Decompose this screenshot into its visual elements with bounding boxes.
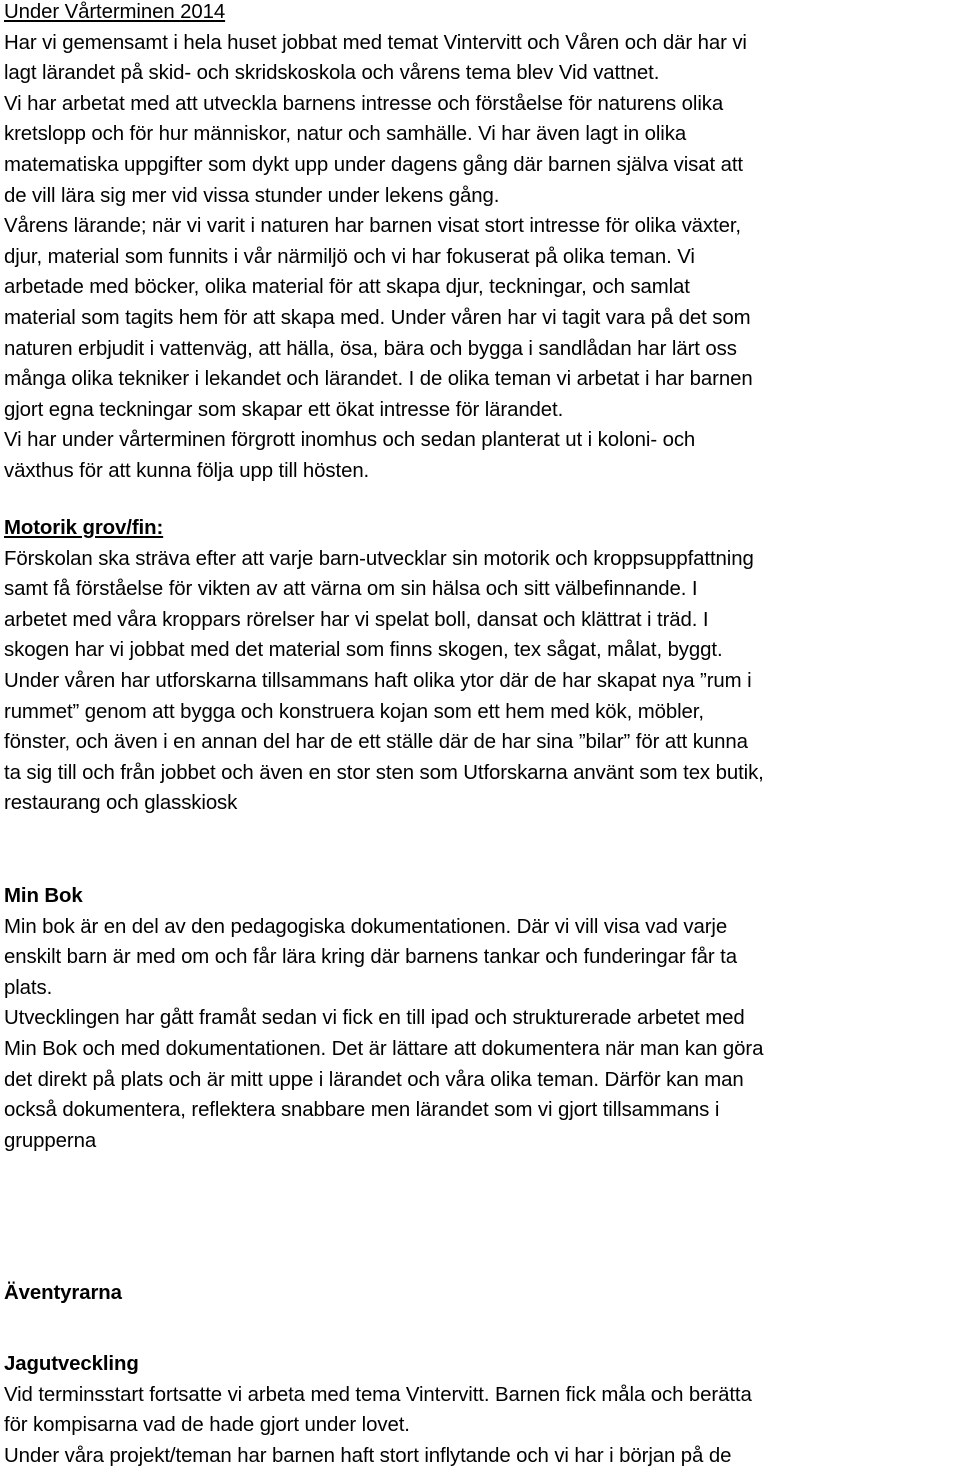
paragraph-line: Vid terminsstart fortsatte vi arbeta med tema Vintervitt. Barnen fick måla och berätta	[4, 1383, 752, 1406]
paragraph-line: matematiska uppgifter som dykt upp under dagens gång där barnen själva visat att	[4, 153, 743, 176]
paragraph-line: Min bok är en del av den pedagogiska dokumentationen. Där vi vill visa vad varje	[4, 915, 728, 938]
paragraph-line: också dokumentera, reflektera snabbare men lärandet som vi gjort tillsammans i	[4, 1099, 720, 1122]
paragraph-line: Vi har under vårterminen förgrott inomhus och sedan planterat ut i koloni- och	[4, 429, 696, 452]
section-jagutveckling	[4, 1349, 752, 1471]
paragraph-line: rummet” genom att bygga och konstruera kojan som ett hem med kök, möbler,	[4, 700, 704, 723]
paragraph-line: Förskolan ska sträva efter att varje barn-utvecklar sin motorik och kroppsuppfattning	[4, 547, 754, 570]
section-motorik	[4, 513, 764, 819]
paragraph-line: gruppernа	[4, 1129, 97, 1152]
section-spring-term	[4, 0, 753, 487]
paragraph-line: arbetet med våra kroppars rörelser har vi spelat boll, dansat och klättrat i träd. I	[4, 608, 709, 631]
paragraph-line: arbetade med böcker, olika material för att skapa djur, teckningar, och samlat	[4, 276, 690, 299]
section-heading: Jagutveckling	[4, 1353, 139, 1375]
paragraph-line: växthus för att kunna följa upp till hösten.	[4, 459, 370, 482]
paragraph-line: lagt lärandet på skid- och skridskoskola och vårens tema blev Vid vattnet.	[4, 62, 660, 85]
paragraph-line: restaurang och glasskiosk	[4, 792, 238, 815]
paragraph-line: för kompisarna vad de hade gjort under lovet.	[4, 1414, 410, 1437]
paragraph-line: naturen erbjudit i vattenväg, att hälla, ösa, bära och bygga i sandlådan har lärt oss	[4, 337, 737, 360]
paragraph-line: gjort egna teckningar som skapar ett ökat intresse för lärandet.	[4, 398, 564, 421]
paragraph-line: skogen har vi jobbat med det material som finns skogen, tex sågat, målat, byggt.	[4, 639, 723, 662]
paragraph-line: Vi har arbetat med att utveckla barnens intresse och förståelse för naturens olika	[4, 92, 724, 115]
paragraph-line: djur, material som funnits i vår närmiljö och vi har fokuserat på olika teman. Vi	[4, 245, 695, 268]
section-heading: Min Bok	[4, 885, 83, 907]
paragraph-line: plats.	[4, 976, 53, 999]
section-heading: Äventyrarna	[4, 1282, 122, 1304]
paragraph-line: Har vi gemensamt i hela huset jobbat med temat Vintervitt och Våren och där har vi	[4, 31, 747, 54]
paragraph-line: fönster, och även i en annan del har de ett ställe där de har sina ”bilar” för att kunna	[4, 731, 748, 754]
section-heading: Motorik grov/fin:	[4, 517, 164, 539]
paragraph-line: Vårens lärande; när vi varit i naturen har barnen visat stort intresse för olika växter,	[4, 215, 741, 238]
paragraph-line: Utvecklingen har gått framåt sedan vi fick en till ipad och strukturerade arbetet med	[4, 1007, 745, 1030]
paragraph-line: ta sig till och från jobbet och även en stor sten som Utforskarna använt som tex butik,	[4, 761, 764, 784]
paragraph-line: Under våra projekt/teman har barnen haft stort inflytande och vi har i början på de	[4, 1444, 732, 1467]
section-aventyrarna	[4, 1278, 122, 1309]
paragraph-line: det direkt på plats och är mitt uppe i lärandet och våra olika teman. Därför kan man	[4, 1068, 744, 1091]
paragraph-line: de vill lära sig mer vid vissa stunder under lekens gång.	[4, 184, 500, 207]
paragraph-line: Under våren har utforskarna tillsammans haft olika ytor där de har skapat nya ”rum i	[4, 669, 752, 692]
section-min-bok	[4, 881, 763, 1156]
section-heading: Under Vårterminen 2014	[4, 1, 226, 23]
paragraph-line: enskilt barn är med om och får lära kring där barnens tankar och funderingar får ta	[4, 946, 737, 969]
paragraph-line: Min Bok och med dokumentationen. Det är lättare att dokumentera när man kan göra	[4, 1037, 764, 1060]
paragraph-line: många olika tekniker i lekandet och lärandet. I de olika teman vi arbetat i har barnen	[4, 368, 753, 391]
paragraph-line: samt få förståelse för vikten av att värna om sin hälsa och sitt välbefinnande. I	[4, 578, 698, 601]
paragraph-line: kretslopp och för hur människor, natur och samhälle. Vi har även lagt in olika	[4, 123, 687, 146]
paragraph-line: material som tagits hem för att skapa med. Under våren har vi tagit vara på det som	[4, 306, 751, 329]
